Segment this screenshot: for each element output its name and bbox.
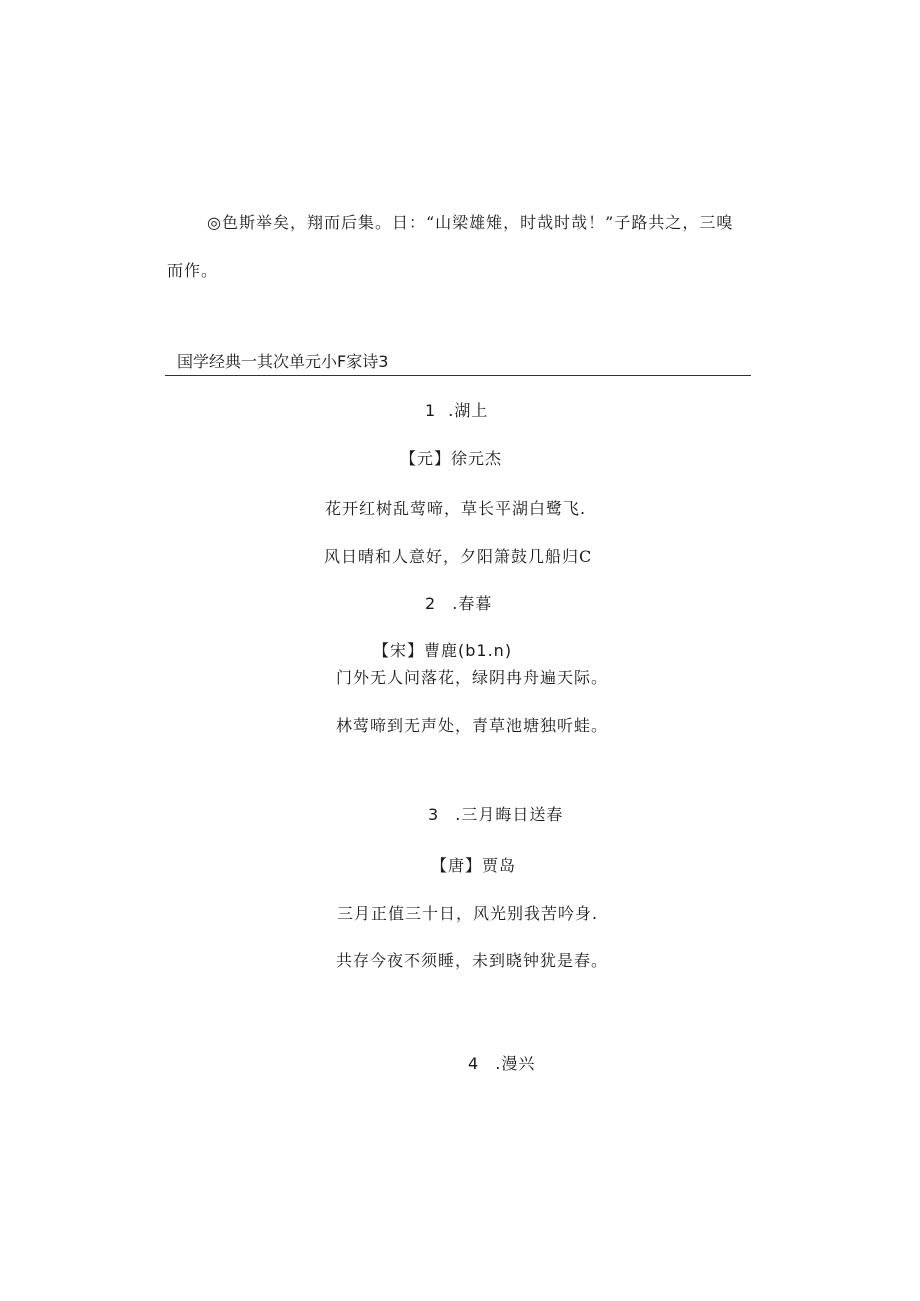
poem-3-title: .三月晦日送春 [455, 805, 564, 824]
poem-1-line-2: 风日晴和人意好，夕阳箫鼓几船归C [324, 547, 593, 566]
poem-1-line-1: 花开红树乱莺啼，草长平湖白鹭飞. [325, 499, 587, 518]
poem-3-number: 3 [428, 805, 440, 824]
poem-4-number: 4 [468, 1054, 480, 1073]
intro-line-1: ◎色斯举矣，翔而后集。日：“山梁雄雉，时哉时哉！”子路共之，三嗅 [207, 213, 734, 232]
poem-2-author: 曹鹿(b1.n) [424, 641, 513, 660]
section-header: 国学经典一其次单元小F家诗3 [177, 352, 389, 371]
poem-2-line-2: 林莺啼到无声处，青草池塘独听蛙。 [336, 716, 609, 735]
poem-2-dynasty: 【宋】 [373, 641, 425, 660]
poem-1-byline [400, 446, 502, 469]
poem-3-dynasty: 【唐】 [431, 856, 483, 875]
poem-2-number: 2 [425, 594, 437, 613]
poem-2-heading [425, 591, 492, 614]
poem-3-line-2: 共存今夜不须睡，未到晓钟犹是春。 [336, 951, 609, 970]
poem-2-title: .春暮 [452, 594, 493, 613]
poem-3-line-1: 三月正值三十日，风光别我苦吟身. [337, 904, 599, 923]
poem-2-line-1: 门外无人问落花，绿阴冉舟遍天际。 [336, 668, 609, 687]
poem-4-title: .漫兴 [495, 1054, 536, 1073]
poem-3-author: 贾岛 [482, 856, 517, 875]
poem-2-byline [373, 638, 512, 661]
poem-3-byline [431, 853, 516, 876]
poem-1-title: .湖上 [448, 401, 489, 420]
intro-line-2: 而作。 [167, 261, 219, 280]
poem-1-number: 1 [425, 401, 437, 420]
poem-1-author: 徐元杰 [451, 449, 503, 468]
section-divider [165, 375, 751, 376]
poem-1-heading [425, 398, 488, 421]
poem-1-dynasty: 【元】 [400, 449, 452, 468]
poem-3-heading [428, 802, 563, 825]
poem-4-heading [468, 1051, 535, 1074]
